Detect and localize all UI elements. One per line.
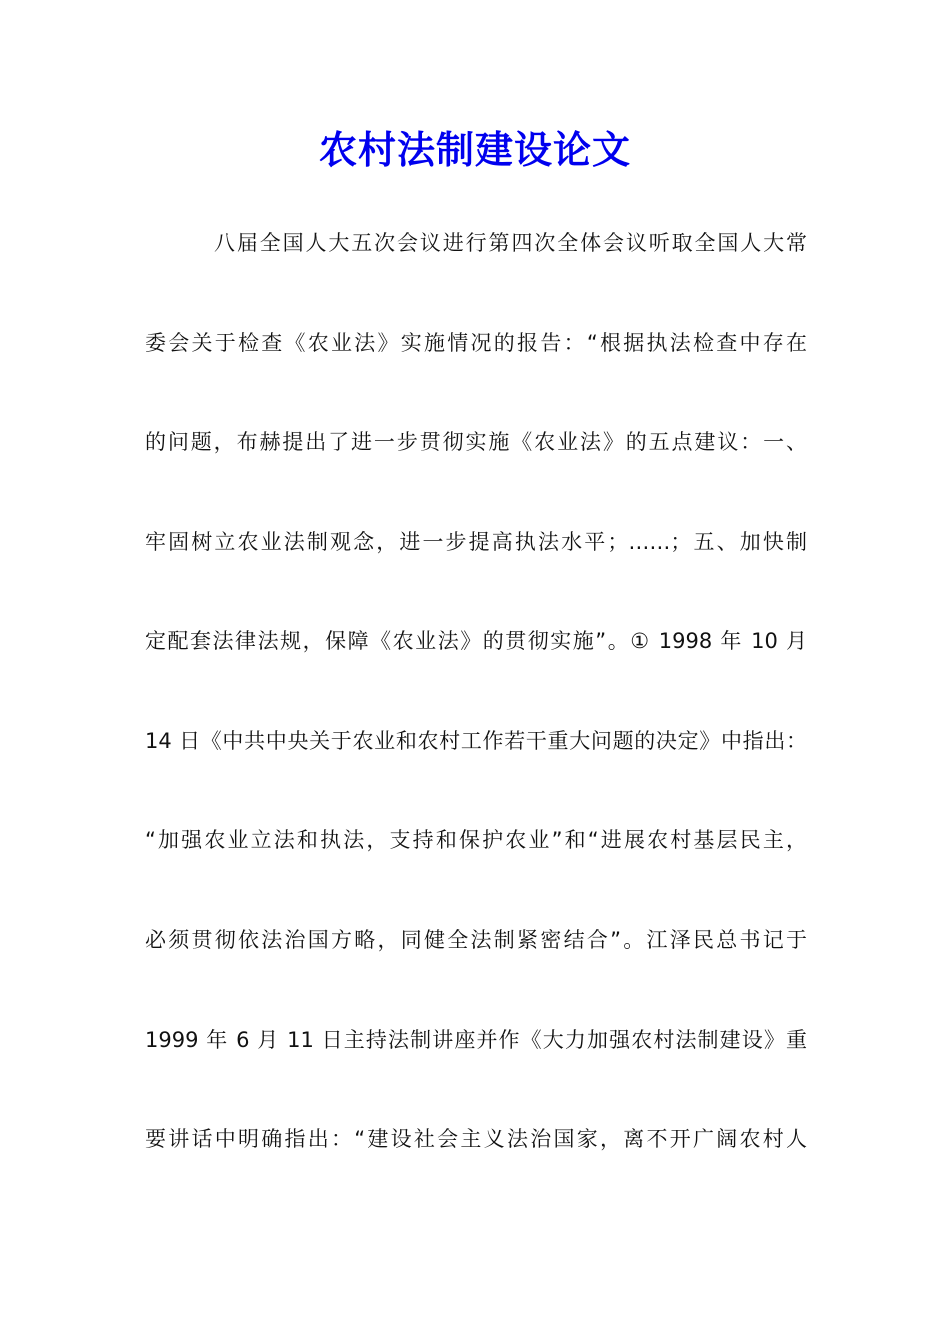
paragraph-line-7: “加强农业立法和执法，支持和保护农业”和“进展农村基层民主， <box>145 828 807 852</box>
paragraph-line-9: 1999 年 6 月 11 日主持法制讲座并作《大力加强农村法制建设》重 <box>145 1028 807 1052</box>
paragraph-line-2: 委会关于检查《农业法》实施情况的报告：“根据执法检查中存在 <box>145 331 807 355</box>
paragraph-line-1: 八届全国人大五次会议进行第四次全体会议听取全国人大常 <box>214 231 807 255</box>
paragraph-line-5: 定配套法律法规，保障《农业法》的贯彻实施”。① 1998 年 10 月 <box>145 629 807 653</box>
paragraph-line-6: 14 日《中共中央关于农业和农村工作若干重大问题的决定》中指出： <box>145 729 807 753</box>
paragraph-line-10: 要讲话中明确指出：“建设社会主义法治国家，离不开广阔农村人 <box>145 1127 807 1151</box>
paragraph-line-8: 必须贯彻依法治国方略，同健全法制紧密结合”。江泽民总书记于 <box>145 928 807 952</box>
document-title: 农村法制建设论文 <box>318 127 631 172</box>
paragraph-line-3: 的问题，布赫提出了进一步贯彻实施《农业法》的五点建议：一、 <box>145 430 807 454</box>
paragraph-line-4: 牢固树立农业法制观念，进一步提高执法水平；……；五、加快制 <box>145 530 807 554</box>
